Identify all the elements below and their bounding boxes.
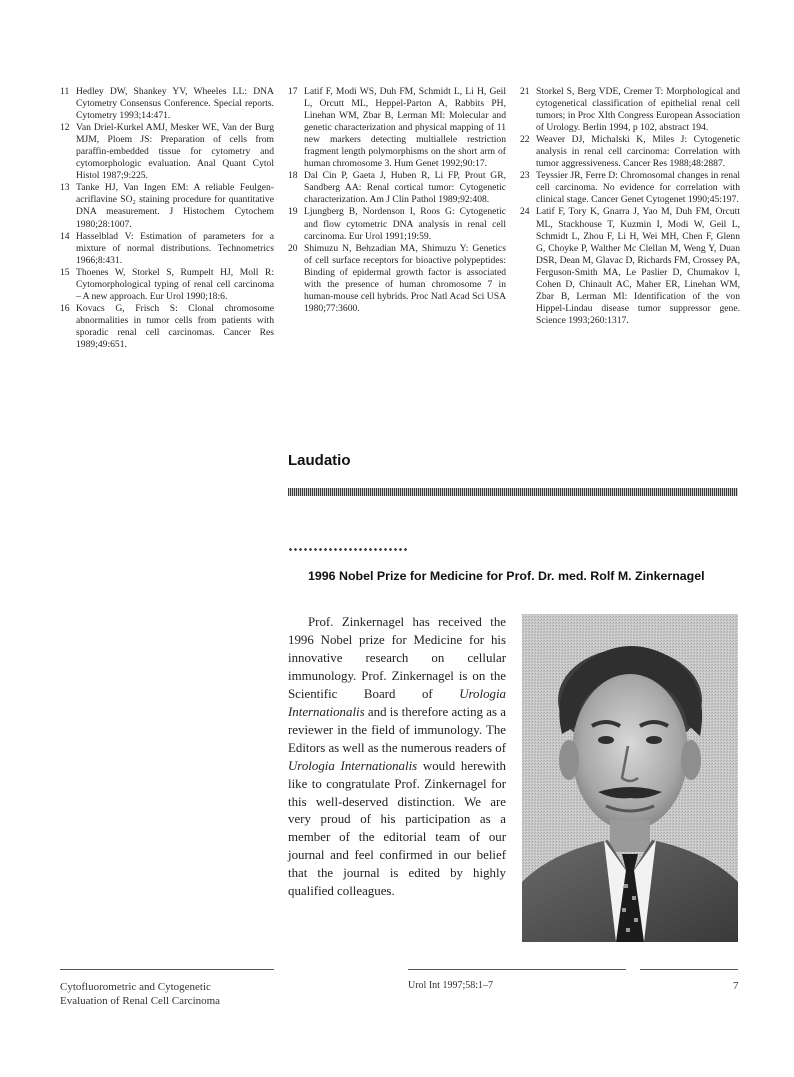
dotted-divider	[288, 548, 408, 551]
references-column-2	[288, 86, 506, 315]
reference-item: 14 Hasselblad V: Estimation of parameters for a mixture of normal distributions. Technometrics 1966;8:431.	[60, 230, 274, 266]
reference-item: 23 Teyssier JR, Ferre D: Chromosomal changes in renal cell carcinoma. No evidence for correlation with clinical stage. Cancer Genet Cytogenet 1990;45:197.	[520, 170, 740, 206]
reference-item: 17 Latif F, Modi WS, Duh FM, Schmidt L, Li H, Geil L, Orcutt ML, Heppel-Parton A, Rabbits PH, Linehan WM, Zbar B, Lerman MI: Molecular and genetic characterization and physical mapping of 11 new markers detecting multiallele restriction fragment length polymorphisms on the short arm of human chromosome 3. Hum Genet 1992;90:17.	[288, 86, 506, 170]
reference-item: 11 Hedley DW, Shankey YV, Wheeles LL: DNA Cytometry Consensus Conference. Special reports. Cytometry 1993;14:471.	[60, 86, 274, 122]
reference-item: 19 Ljungberg B, Nordenson I, Roos G: Cytogenetic and flow cytometric DNA analysis in renal cell carcinoma. Eur Urol 1991;19:59.	[288, 206, 506, 242]
references-column-3	[520, 86, 740, 327]
reference-item: 16 Kovacs G, Frisch S: Clonal chromosome abnormalities in tumor cells from patients with sporadic renal cell carcinomas. Cancer Res 1989;49:651.	[60, 302, 274, 350]
footer-rule-center	[408, 969, 626, 970]
references-column-1	[60, 86, 274, 351]
reference-item: 13 Tanke HJ, Van Ingen EM: A reliable Feulgen-acriflavine SO₂ staining procedure for quantitative DNA measurement. J Histochem Cytochem 1980;28:1007.	[60, 182, 274, 230]
journal-name: Urologia Internationalis	[288, 686, 506, 719]
footer-rule-left	[60, 969, 274, 970]
footer-rule-right	[640, 969, 738, 970]
reference-item: 15 Thoenes W, Storkel S, Rumpelt HJ, Moll R: Cytomorphological typing of renal cell carcinoma – A new approach. Eur Urol 1990;18:6.	[60, 266, 274, 302]
reference-item: 20 Shimuzu N, Behzadian MA, Shimuzu Y: Genetics of cell surface receptors for bioactive polypeptides: Binding of epidermal growth factor is associated with the presence of human chromosome 7 in human-mouse cell hybrids. Proc Natl Acad Sci USA 1980;77:3600.	[288, 242, 506, 314]
journal-name: Urologia Internationalis	[288, 758, 418, 773]
journal-citation: Urol Int 1997;58:1–7	[408, 980, 493, 991]
reference-item: 22 Weaver DJ, Michalski K, Miles J: Cytogenetic analysis in renal cell carcinoma: Correlation with tumor aggressiveness. Cancer Res 1988;48:2887.	[520, 134, 740, 170]
reference-item: 18 Dal Cin P, Gaeta J, Huben R, Li FP, Prout GR, Sandberg AA: Renal cortical tumor: Cytogenetic characterization. Am J Clin Pathol 1989;92:408.	[288, 170, 506, 206]
section-title: Laudatio	[288, 452, 351, 469]
reference-item: 24 Latif F, Tory K, Gnarra J, Yao M, Duh FM, Orcutt ML, Stackhouse T, Kuzmin I, Modi W, Geil L, Schmidt L, Zhou F, Li H, Wei MH, Chen F, Glenn G, Choyke P, Walther Mc Clellan M, Weng Y, Duan DSR, Dean M, Glavac D, Richards FM, Crossey PA, Ferguson-Smith MA, Le Paslier D, Chumakov I, Cohen D, Chinault AC, Maher ER, Linehan WM, Zbar B, Lerman MI: Identification of the von Hippel-Lindau disease tumor suppressor gene. Science 1993;260:1317.	[520, 206, 740, 326]
portrait-photo	[522, 614, 738, 942]
article-title: 1996 Nobel Prize for Medicine for Prof. Dr. med. Rolf M. Zinkernagel	[308, 569, 705, 583]
reference-item: 12 Van Driel-Kurkel AMJ, Mesker WE, Van der Burg MJM, Ploem JS: Preparation of cells from paraffin-embedded tissue for cytometry and cytomorphologic evaluation. Anal Quant Cytol Histol 1987;9:225.	[60, 122, 274, 182]
page-number: 7	[733, 980, 739, 992]
reference-item: 21 Storkel S, Berg VDE, Cremer T: Morphological and cytogenetical classification of epithelial renal cell tumors; in Proc XIth Congress European Association of Urology. Berlin 1994, p 102, abstract 194.	[520, 86, 740, 134]
running-title: Cytofluorometric and Cytogenetic Evaluation of Renal Cell Carcinoma	[60, 981, 221, 1007]
section-divider-bar	[288, 488, 738, 496]
article-body: Prof. Zinkernagel has received the 1996 Nobel prize for Medicine for his innovative research on cellular immunology. Prof. Zinkernagel is on the Scientific Board of Urologia Internationalis and is therefore acting as a reviewer in the field of immunology. The Editors as well as the numerous readers of Urologia Internationalis would herewith like to congratulate Prof. Zinkernagel for this well-deserved distinction. We are very proud of his participation as a member of the editorial team of our journal and feel confirmed in our belief that the journal is edited by highly qualified colleagues.	[288, 615, 507, 899]
